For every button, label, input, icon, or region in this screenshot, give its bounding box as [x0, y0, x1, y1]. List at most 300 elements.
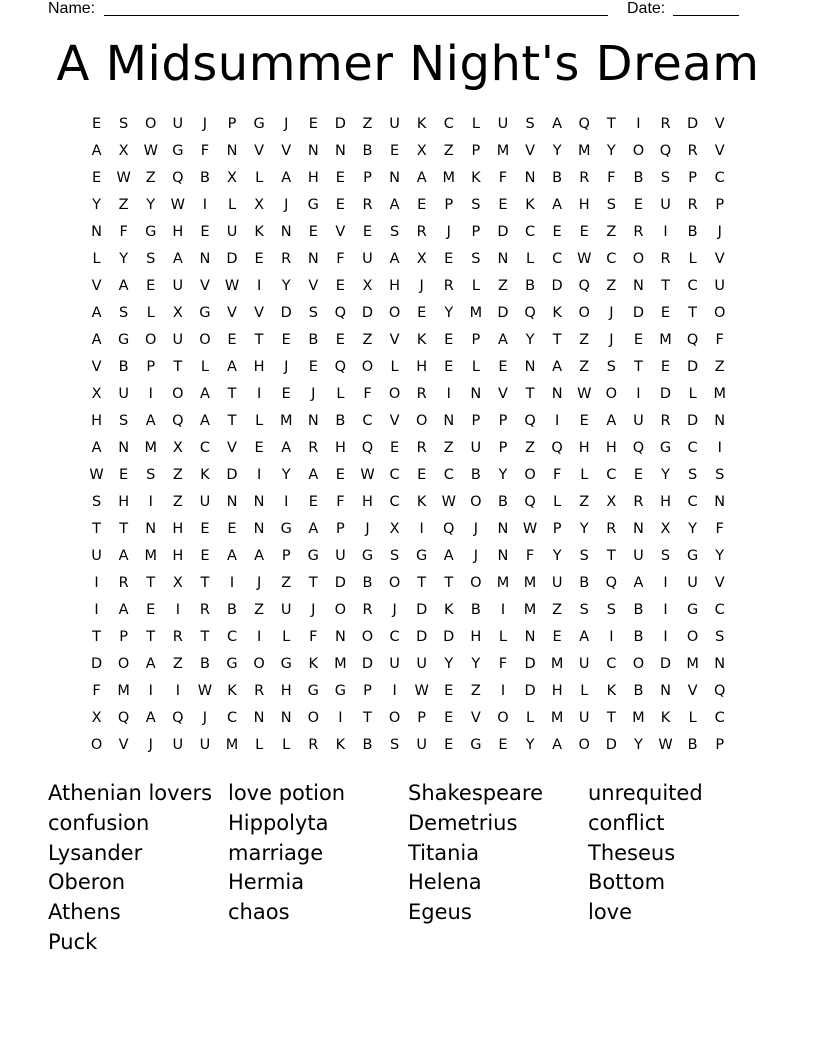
- grid-letter: K: [416, 332, 427, 348]
- grid-letter: N: [524, 629, 536, 645]
- grid-letter: R: [633, 224, 644, 240]
- grid-letter: G: [280, 656, 292, 672]
- grid-letter: I: [256, 629, 262, 645]
- grid-letter: A: [552, 359, 563, 375]
- grid-letter: I: [636, 386, 641, 402]
- grid-letter: G: [172, 143, 184, 159]
- grid-letter: B: [470, 602, 481, 618]
- grid-letter: H: [172, 548, 184, 564]
- grid-letter: R: [687, 197, 698, 213]
- grid-letter: N: [280, 710, 292, 726]
- grid-letter: S: [579, 602, 589, 618]
- grid-letter: I: [94, 575, 99, 591]
- grid-letter: I: [663, 629, 668, 645]
- grid-letter: W: [116, 170, 131, 186]
- grid-letter: D: [524, 656, 536, 672]
- grid-letter: P: [336, 521, 345, 537]
- grid-letter: O: [307, 710, 319, 726]
- grid-letter: E: [308, 494, 318, 510]
- word-item: chaos: [228, 900, 290, 925]
- grid-letter: E: [417, 467, 427, 483]
- grid-letter: N: [226, 143, 238, 159]
- grid-letter: H: [172, 224, 184, 240]
- grid-letter: P: [471, 143, 481, 159]
- grid-letter: H: [578, 440, 590, 456]
- grid-row: [83, 624, 735, 651]
- grid-letter: S: [119, 305, 129, 321]
- grid-letter: I: [284, 494, 289, 510]
- grid-letter: Z: [362, 332, 373, 348]
- grid-letter: C: [524, 224, 536, 240]
- grid-letter: T: [552, 332, 562, 348]
- grid-letter: N: [199, 251, 211, 267]
- grid-letter: K: [308, 656, 319, 672]
- grid-letter: P: [471, 224, 481, 240]
- grid-letter: W: [441, 494, 456, 510]
- grid-letter: S: [471, 197, 481, 213]
- grid-letter: A: [91, 143, 102, 159]
- grid-letter: P: [363, 170, 372, 186]
- grid-letter: N: [497, 548, 509, 564]
- grid-letter: N: [307, 251, 319, 267]
- grid-row: [83, 408, 735, 435]
- grid-letter: Z: [552, 602, 563, 618]
- grid-letter: A: [389, 197, 400, 213]
- grid-letter: Z: [172, 656, 183, 672]
- grid-letter: X: [254, 197, 265, 213]
- grid-letter: H: [118, 494, 130, 510]
- grid-letter: U: [633, 413, 644, 429]
- grid-letter: H: [660, 494, 671, 510]
- word-item: Oberon: [48, 870, 126, 895]
- grid-letter: F: [119, 224, 128, 240]
- grid-letter: A: [552, 116, 563, 132]
- grid-letter: C: [687, 278, 698, 294]
- grid-letter: B: [687, 224, 698, 240]
- grid-letter: U: [91, 548, 102, 564]
- grid-letter: A: [633, 575, 644, 591]
- grid-letter: F: [336, 494, 345, 510]
- grid-letter: S: [389, 737, 400, 753]
- grid-letter: H: [280, 683, 292, 699]
- grid-letter: I: [338, 710, 343, 726]
- grid-letter: I: [392, 683, 397, 699]
- grid-letter: I: [175, 602, 180, 618]
- grid-letter: L: [688, 386, 697, 402]
- grid-letter: X: [91, 710, 102, 726]
- grid-letter: V: [497, 386, 508, 402]
- grid-letter: L: [688, 710, 697, 726]
- grid-letter: B: [633, 629, 644, 645]
- grid-letter: D: [361, 656, 374, 672]
- grid-letter: P: [688, 170, 697, 186]
- grid-letter: N: [714, 656, 726, 672]
- grid-letter: N: [118, 440, 130, 456]
- grid-letter: C: [714, 602, 725, 618]
- grid-row: [83, 516, 735, 543]
- grid-letter: M: [144, 440, 157, 456]
- grid-letter: S: [606, 602, 616, 618]
- grid-letter: I: [94, 602, 99, 618]
- grid-letter: B: [633, 602, 644, 618]
- grid-letter: Y: [715, 548, 725, 564]
- grid-letter: R: [660, 116, 671, 132]
- grid-letter: C: [443, 116, 454, 132]
- grid-letter: G: [199, 305, 211, 321]
- grid-letter: M: [496, 575, 510, 591]
- grid-letter: J: [311, 386, 316, 402]
- grid-letter: U: [416, 737, 427, 753]
- grid-letter: W: [170, 197, 185, 213]
- grid-letter: Q: [172, 710, 184, 726]
- grid-letter: T: [92, 521, 101, 537]
- grid-letter: S: [471, 251, 481, 267]
- grid-letter: P: [119, 629, 129, 645]
- grid-letter: V: [91, 278, 102, 294]
- grid-row: [83, 273, 735, 300]
- header-line: [48, 0, 748, 18]
- grid-letter: P: [363, 683, 372, 699]
- grid-letter: Q: [713, 683, 726, 699]
- grid-letter: K: [471, 170, 481, 186]
- grid-letter: K: [444, 602, 454, 618]
- grid-letter: E: [308, 116, 318, 132]
- grid-letter: K: [416, 116, 427, 132]
- grid-letter: J: [473, 548, 478, 564]
- grid-letter: M: [632, 710, 645, 726]
- grid-letter: L: [580, 467, 589, 483]
- grid-letter: V: [281, 143, 292, 159]
- grid-letter: Q: [524, 413, 536, 429]
- grid-letter: Z: [118, 197, 129, 213]
- grid-letter: Q: [686, 332, 699, 348]
- grid-row: [83, 381, 735, 408]
- grid-letter: O: [632, 143, 645, 159]
- grid-letter: K: [552, 305, 562, 321]
- grid-letter: L: [146, 305, 155, 321]
- grid-letter: U: [199, 494, 211, 510]
- grid-letter: G: [686, 602, 699, 618]
- grid-letter: S: [119, 413, 129, 429]
- grid-letter: U: [362, 251, 373, 267]
- grid-letter: W: [143, 143, 158, 159]
- grid-letter: M: [523, 602, 537, 618]
- grid-letter: U: [172, 116, 184, 132]
- grid-letter: G: [686, 548, 699, 564]
- grid-letter: R: [443, 278, 454, 294]
- grid-letter: W: [360, 467, 375, 483]
- grid-letter: A: [227, 359, 237, 375]
- grid-letter: V: [308, 278, 319, 294]
- grid-letter: C: [687, 440, 698, 456]
- grid-letter: V: [525, 143, 535, 159]
- grid-letter: G: [361, 548, 374, 564]
- grid-letter: Y: [525, 737, 535, 753]
- grid-letter: V: [714, 143, 725, 159]
- grid-letter: H: [307, 170, 319, 186]
- grid-letter: F: [552, 467, 562, 483]
- grid-letter: N: [145, 521, 157, 537]
- grid-letter: T: [254, 332, 264, 348]
- grid-letter: A: [497, 332, 508, 348]
- grid-letter: N: [253, 494, 265, 510]
- grid-letter: U: [199, 737, 211, 753]
- grid-letter: A: [91, 305, 102, 321]
- grid-row: [83, 678, 735, 705]
- grid-letter: S: [146, 467, 156, 483]
- grid-letter: T: [308, 575, 318, 591]
- grid-letter: K: [660, 710, 671, 726]
- grid-letter: F: [309, 629, 318, 645]
- grid-letter: F: [200, 143, 210, 159]
- grid-letter: T: [92, 629, 101, 645]
- grid-letter: U: [172, 737, 184, 753]
- grid-letter: L: [471, 278, 480, 294]
- grid-letter: S: [660, 170, 671, 186]
- grid-letter: Z: [470, 683, 481, 699]
- grid-letter: P: [498, 413, 508, 429]
- grid-letter: N: [253, 521, 265, 537]
- grid-letter: O: [388, 710, 401, 726]
- grid-letter: X: [91, 386, 102, 402]
- grid-letter: J: [717, 224, 722, 240]
- grid-letter: U: [280, 602, 292, 618]
- grid-letter: B: [362, 575, 373, 591]
- grid-letter: S: [606, 197, 616, 213]
- grid-letter: N: [253, 710, 265, 726]
- word-item: Bottom: [588, 870, 666, 895]
- grid-letter: K: [227, 683, 237, 699]
- grid-letter: S: [606, 359, 616, 375]
- grid-letter: I: [500, 602, 506, 618]
- word-item: Hermia: [228, 870, 305, 895]
- grid-letter: W: [577, 386, 592, 402]
- grid-letter: D: [659, 656, 672, 672]
- grid-letter: H: [334, 440, 346, 456]
- word-item: Titania: [408, 840, 480, 865]
- grid-letter: U: [335, 548, 346, 564]
- grid-letter: B: [470, 467, 481, 483]
- grid-letter: Q: [605, 575, 618, 591]
- grid-letter: D: [334, 575, 346, 591]
- grid-letter: Y: [281, 278, 291, 294]
- grid-letter: I: [202, 197, 208, 213]
- grid-letter: V: [91, 359, 102, 375]
- grid-letter: E: [335, 278, 345, 294]
- grid-letter: T: [227, 413, 237, 429]
- grid-letter: J: [419, 278, 424, 294]
- grid-letter: Q: [551, 440, 563, 456]
- grid-letter: N: [307, 143, 319, 159]
- grid-letter: G: [145, 224, 157, 240]
- grid-letter: B: [362, 737, 373, 753]
- grid-letter: C: [389, 629, 400, 645]
- grid-letter: T: [633, 359, 643, 375]
- grid-letter: L: [255, 737, 264, 753]
- grid-letter: M: [442, 170, 456, 186]
- grid-letter: C: [389, 494, 400, 510]
- grid-letter: D: [334, 116, 346, 132]
- grid-letter: M: [225, 737, 239, 753]
- grid-letter: L: [336, 386, 345, 402]
- grid-letter: P: [146, 359, 156, 375]
- grid-letter: I: [229, 575, 235, 591]
- grid-letter: N: [389, 170, 400, 186]
- grid-letter: J: [284, 359, 289, 375]
- grid-letter: E: [308, 359, 318, 375]
- grid-letter: N: [714, 494, 726, 510]
- grid-letter: T: [200, 629, 210, 645]
- grid-letter: E: [227, 332, 237, 348]
- word-item: Helena: [408, 870, 482, 895]
- grid-letter: N: [524, 359, 536, 375]
- grid-letter: B: [335, 413, 346, 429]
- grid-letter: A: [552, 737, 563, 753]
- grid-letter: T: [227, 386, 237, 402]
- grid-letter: I: [636, 116, 641, 132]
- grid-letter: R: [362, 602, 373, 618]
- grid-letter: H: [470, 629, 482, 645]
- grid-letter: A: [118, 278, 129, 294]
- grid-letter: Z: [362, 116, 373, 132]
- grid-letter: O: [145, 332, 157, 348]
- word-item: Athenian lovers: [48, 781, 213, 805]
- grid-letter: E: [146, 602, 156, 618]
- grid-letter: S: [91, 494, 102, 510]
- grid-letter: L: [553, 494, 562, 510]
- grid-letter: V: [687, 683, 698, 699]
- grid-letter: B: [552, 170, 563, 186]
- grid-letter: O: [199, 332, 211, 348]
- grid-letter: O: [686, 629, 699, 645]
- grid-letter: W: [658, 737, 673, 753]
- grid-letter: C: [226, 629, 238, 645]
- grid-letter: N: [91, 224, 102, 240]
- grid-letter: E: [389, 440, 400, 456]
- grid-letter: M: [713, 386, 726, 402]
- grid-letter: U: [578, 710, 590, 726]
- grid-letter: C: [443, 467, 454, 483]
- grid-letter: E: [552, 224, 562, 240]
- grid-letter: M: [523, 575, 537, 591]
- grid-letter: I: [419, 521, 424, 537]
- grid-letter: L: [390, 359, 399, 375]
- grid-letter: T: [363, 710, 372, 726]
- grid-letter: D: [226, 467, 238, 483]
- grid-letter: K: [606, 683, 617, 699]
- grid-letter: I: [148, 683, 153, 699]
- grid-letter: N: [551, 386, 563, 402]
- grid-letter: K: [254, 224, 264, 240]
- grid-letter: E: [444, 710, 454, 726]
- grid-letter: V: [389, 332, 400, 348]
- grid-letter: N: [632, 278, 644, 294]
- grid-letter: H: [91, 413, 102, 429]
- grid-letter: D: [416, 629, 428, 645]
- grid-letter: E: [417, 197, 427, 213]
- grid-letter: H: [253, 359, 265, 375]
- grid-letter: M: [469, 305, 483, 321]
- grid-letter: A: [308, 521, 319, 537]
- grid-row: [83, 354, 735, 381]
- grid-letter: E: [91, 116, 102, 132]
- grid-letter: O: [361, 359, 374, 375]
- grid-letter: E: [146, 278, 156, 294]
- grid-letter: Q: [524, 494, 536, 510]
- grid-letter: A: [199, 413, 210, 429]
- grid-letter: T: [688, 305, 698, 321]
- grid-letter: R: [660, 413, 671, 429]
- grid-letter: M: [659, 332, 672, 348]
- word-item: Shakespeare: [408, 781, 543, 805]
- grid-letter: I: [148, 494, 153, 510]
- grid-letter: A: [308, 467, 319, 483]
- grid-letter: D: [280, 305, 292, 321]
- grid-letter: R: [281, 251, 292, 267]
- grid-letter: R: [416, 386, 427, 402]
- grid-letter: Y: [281, 467, 291, 483]
- grid-letter: B: [497, 494, 508, 510]
- grid-letter: B: [687, 737, 698, 753]
- grid-letter: U: [687, 575, 698, 591]
- grid-letter: E: [91, 170, 102, 186]
- grid-letter: I: [446, 386, 451, 402]
- grid-letter: E: [254, 440, 264, 456]
- grid-letter: F: [363, 386, 372, 402]
- grid-letter: Q: [659, 143, 672, 159]
- grid-letter: E: [579, 224, 589, 240]
- grid-letter: I: [555, 413, 560, 429]
- grid-letter: U: [633, 548, 644, 564]
- word-item: conflict: [588, 810, 665, 835]
- grid-letter: L: [255, 170, 264, 186]
- word-item: Athens: [48, 900, 121, 925]
- grid-row: [83, 219, 735, 246]
- grid-letter: A: [91, 332, 102, 348]
- grid-letter: A: [552, 197, 563, 213]
- grid-row: [83, 246, 735, 273]
- grid-letter: R: [118, 575, 129, 591]
- grid-letter: I: [717, 440, 722, 456]
- grid-letter: A: [281, 440, 292, 456]
- grid-letter: O: [90, 737, 103, 753]
- grid-letter: E: [660, 305, 671, 321]
- grid-letter: O: [632, 251, 645, 267]
- grid-letter: E: [660, 359, 671, 375]
- grid-row: [83, 489, 735, 516]
- grid-letter: D: [497, 305, 509, 321]
- date-blank-line: [673, 15, 739, 16]
- grid-letter: E: [444, 359, 454, 375]
- grid-letter: N: [334, 143, 346, 159]
- grid-letter: Z: [714, 359, 725, 375]
- grid-letter: O: [388, 386, 401, 402]
- grid-letter: A: [579, 629, 590, 645]
- grid-letter: T: [417, 575, 427, 591]
- grid-letter: Q: [334, 305, 347, 321]
- grid-letter: D: [687, 359, 699, 375]
- grid-letter: H: [362, 494, 373, 510]
- grid-letter: R: [687, 143, 698, 159]
- grid-letter: Y: [525, 332, 535, 348]
- grid-letter: E: [498, 359, 508, 375]
- grid-letter: O: [253, 656, 265, 672]
- grid-letter: N: [524, 170, 536, 186]
- grid-letter: I: [148, 386, 153, 402]
- grid-letter: Z: [579, 494, 590, 510]
- grid-letter: C: [606, 467, 617, 483]
- grid-letter: T: [173, 359, 183, 375]
